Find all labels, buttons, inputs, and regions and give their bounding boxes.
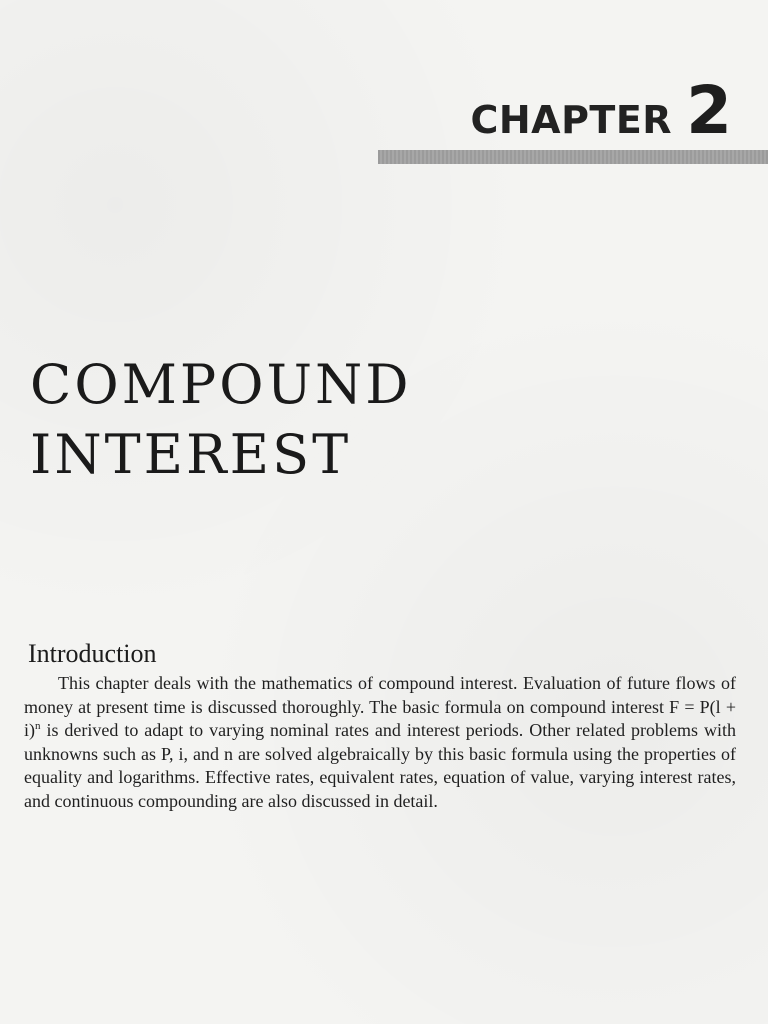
chapter-divider-bar (378, 150, 768, 164)
formula-exponent: n (35, 720, 41, 733)
chapter-header (470, 72, 732, 149)
chapter-title-line-1: COMPOUND (30, 353, 412, 417)
chapter-title-line-2: INTEREST (30, 423, 352, 487)
chapter-title (30, 350, 550, 490)
chapter-number: 2 (686, 72, 732, 149)
section-heading-introduction: Introduction (28, 638, 157, 668)
paragraph-text-part-1: This chapter deals with the mathematics of compound interest. Evaluation of future flows of money at present time is discussed thoroughly. The basic formula on compound interest F = P(l + i) (24, 673, 736, 741)
chapter-label: CHAPTER (470, 98, 673, 142)
paragraph-text-part-2: is derived to adapt to varying nominal rates and interest periods. Other related problems with unknowns such as P, i, and n are solved algebraically by this basic formula using the properties of equality and logarithms. Effective rates, equivalent rates, equation of value, varying interest rates, and continuous compounding are also discussed in detail. (24, 720, 736, 811)
introduction-paragraph (24, 672, 736, 814)
